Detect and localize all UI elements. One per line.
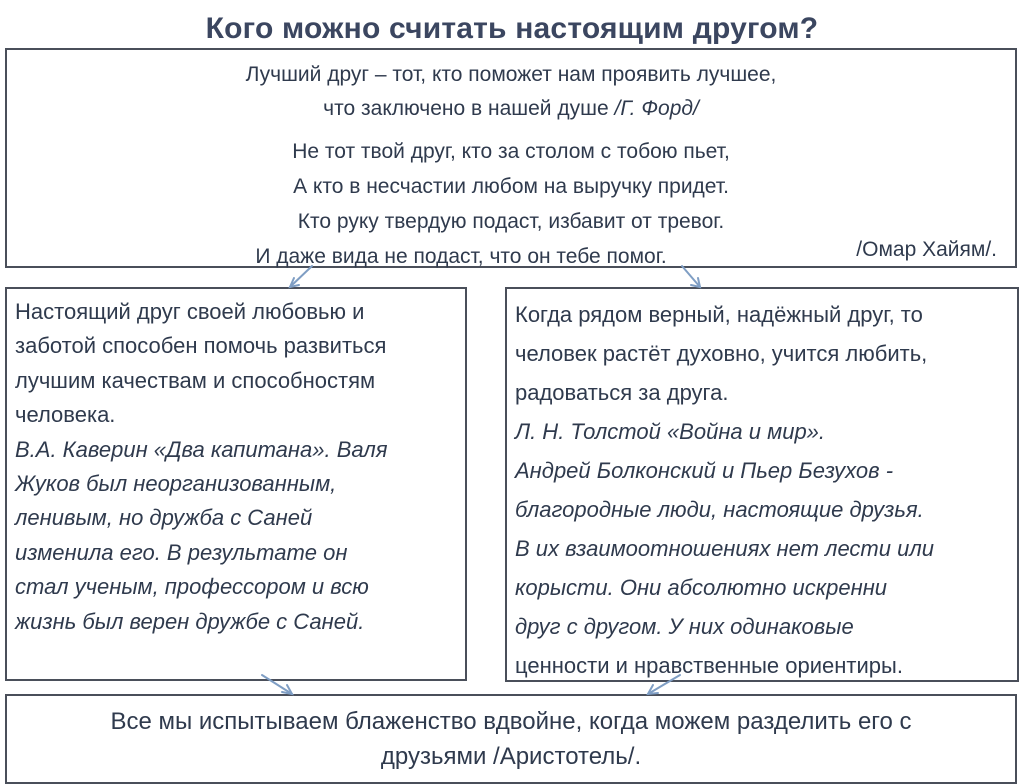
top-quote-box: [5, 48, 1017, 268]
left-line-3: лучшим качествам и способностям: [15, 367, 376, 393]
ford-quote: [7, 58, 1015, 126]
ford-quote-line-1: Лучший друг – тот, кто поможет нам проявить лучшее,: [245, 63, 777, 86]
left-line-4: человека.: [15, 402, 116, 428]
right-example-line-3: благородные люди, настоящие друзья.: [515, 497, 924, 522]
left-line-2: заботой способен помочь развиться: [15, 333, 387, 359]
right-example-line-4: В их взаимоотношениях нет лести или: [515, 536, 934, 561]
left-example-line-4: изменила его. В результате он: [15, 539, 348, 565]
right-box-text: [515, 295, 934, 685]
left-text-box: [5, 287, 467, 681]
aristotle-line-1: Все мы испытываем блаженство вдвойне, когда можем разделить его с: [110, 708, 912, 735]
left-example-line-6: жизнь был верен дружбе с Саней.: [15, 608, 365, 634]
ford-quote-author: /Г. Форд/: [614, 97, 699, 120]
poem-line-1: Не тот твой друг, кто за столом с тобою пьет,: [292, 140, 730, 163]
right-example-line-1: Л. Н. Толстой «Война и мир».: [515, 419, 826, 444]
poem-line-2: А кто в несчастии любом на выручку придет.: [293, 175, 729, 198]
right-line-1: Когда рядом верный, надёжный друг, то: [515, 302, 923, 327]
poem-line-3: Кто руку твердую подаст, избавит от тревог.: [297, 210, 725, 233]
poem-line-4: И даже вида не подаст, что он тебе помог.: [255, 245, 667, 268]
ford-quote-line-2-text: что заключено в нашей душе: [323, 97, 615, 120]
left-example-line-5: стал ученым, профессором и всю: [15, 574, 369, 600]
left-example-line-2: Жуков был неорганизованным,: [15, 471, 337, 497]
right-example-line-5: корысти. Они абсолютно искренни: [515, 575, 888, 600]
aristotle-quote: [7, 704, 1015, 774]
right-line-2: человек растёт духовно, учится любить,: [515, 341, 928, 366]
left-line-1: Настоящий друг своей любовью и: [15, 299, 365, 324]
aristotle-line-2: друзьями /Аристотель/.: [380, 743, 642, 770]
right-line-3: радоваться за друга.: [515, 380, 729, 405]
left-example-line-3: ленивым, но дружба с Саней: [15, 505, 313, 531]
page-title: Кого можно считать настоящим другом?: [205, 12, 819, 45]
right-example-line-6: друг с другом. У них одинаковые: [515, 614, 854, 639]
ford-quote-line-2: [7, 92, 1015, 126]
bottom-quote-box: [5, 694, 1017, 784]
right-text-box: [505, 287, 1019, 682]
poem-author: /Омар Хайям/.: [856, 238, 997, 261]
right-last-line: ценности и нравственные ориентиры.: [515, 653, 903, 678]
left-example-line-1: В.А. Каверин «Два капитана». Валя: [15, 436, 388, 462]
right-example-line-2: Андрей Болконский и Пьер Безухов -: [515, 458, 894, 483]
left-box-text: [15, 295, 388, 639]
